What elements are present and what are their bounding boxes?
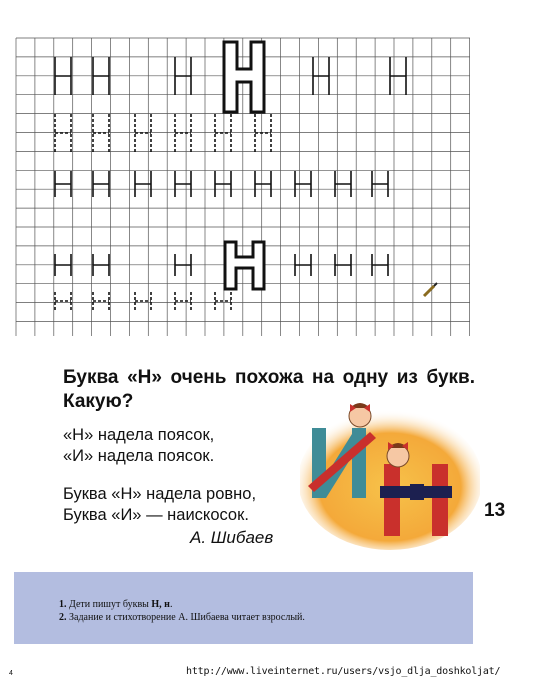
note-text: Дети пишут буквы — [69, 599, 149, 610]
letters-illustration — [300, 398, 480, 550]
note-letters: Н, н — [151, 599, 170, 610]
svg-text:Н: Н — [244, 100, 245, 101]
exercise-heading: Буква «Н» очень похожа на одну из букв. Какую? — [63, 367, 475, 412]
footer-url: http://www.liveinternet.ru/users/vsjo_dlja_doshkoljat/ — [186, 666, 501, 677]
poem-author: А. Шибаев — [190, 528, 274, 547]
note-number: 1. — [59, 599, 67, 610]
note-2 — [59, 612, 305, 624]
page-number: 13 — [484, 500, 506, 521]
note-1 — [59, 599, 172, 611]
teacher-notes-box — [14, 572, 473, 644]
note-end: . — [169, 599, 173, 610]
note-number: 2. — [59, 612, 67, 623]
poem-stanza-2 — [63, 484, 256, 526]
poem-line: «И» надела поясок. — [63, 447, 215, 465]
note-text: Задание и стихотворение А. Шибаева читает взрослый. — [69, 612, 305, 623]
poem-line: Буква «Н» надела ровно, — [63, 485, 257, 503]
lowercase-letter-sample — [225, 242, 264, 289]
poem-line: «Н» надела поясок, — [63, 426, 215, 444]
poem-stanza-1 — [63, 425, 214, 467]
poem-line: Буква «И» — наискосок. — [63, 506, 249, 524]
corner-mark: 4 — [9, 670, 13, 677]
capital-letter-sample — [224, 42, 264, 112]
pencil-mark — [424, 283, 437, 296]
